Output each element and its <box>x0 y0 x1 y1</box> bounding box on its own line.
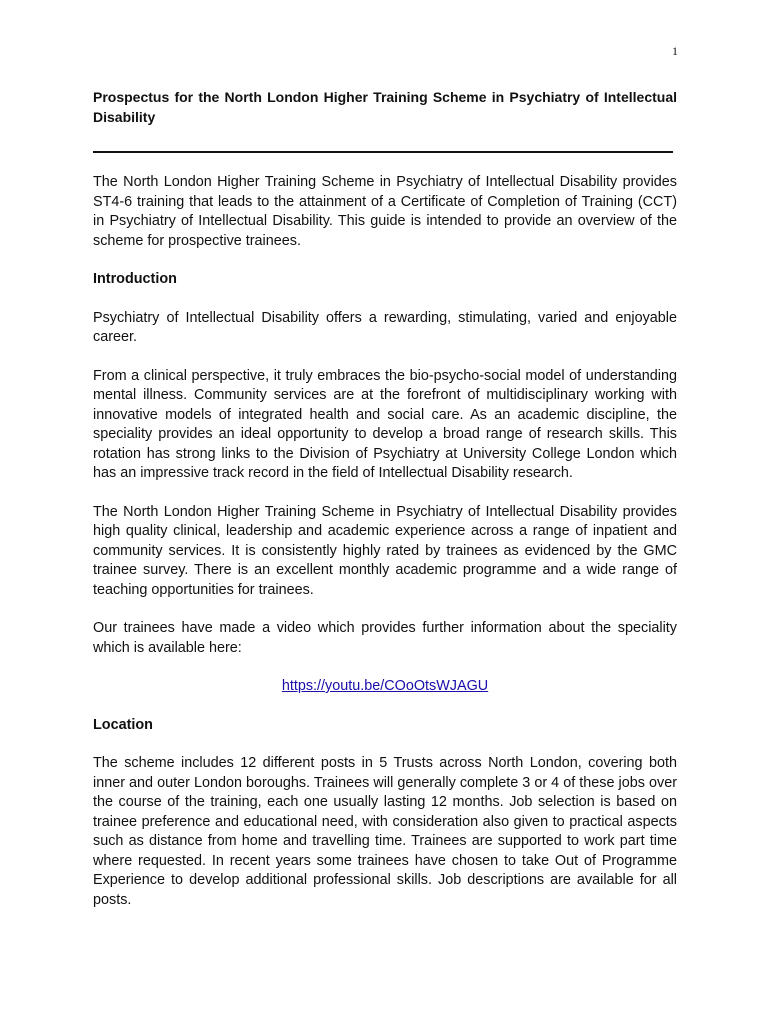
video-link-line <box>93 677 677 697</box>
paragraph: From a clinical perspective, it truly embraces the bio-psycho-social model of understanding mental illness. Community services are at the forefront of multidisciplinary working with innovative models of integrated health and social care. As an academic discipline, the speciality provides an ideal opportunity to develop a broad range of research skills. This rotation has strong links to the Division of Psychiatry at University College London which has an impressive track record in the field of Intellectual Disability research. <box>93 367 677 481</box>
page-number: 1 <box>672 44 678 58</box>
intro-paragraph: The North London Higher Training Scheme in Psychiatry of Intellectual Disability provides ST4-6 training that leads to the attainment of a Certificate of Completion of Training (CCT) in Psychiatry of Intellectual Disability. This guide is intended to provide an overview of the scheme for prospective trainees. <box>93 174 677 249</box>
paragraph: The scheme includes 12 different posts in 5 Trusts across North London, covering both inner and outer London boroughs. Trainees will generally complete 3 or 4 of these jobs over the course of the training, each one usually lasting 12 months. Job selection is based on trainee preference and educational need, with consideration also given to practical aspects such as distance from home and travelling time. Trainees are supported to work part time where requested. In recent years some trainees have chosen to take Out of Programme Experience to develop additional professional skills. Job descriptions are available for all posts. <box>93 755 677 908</box>
paragraph: Psychiatry of Intellectual Disability offers a rewarding, stimulating, varied and enjoyable career. <box>93 309 677 345</box>
document-title: Prospectus for the North London Higher Training Scheme in Psychiatry of Intellectual Disability <box>93 89 677 125</box>
paragraph: Our trainees have made a video which provides further information about the speciality which is available here: <box>93 620 677 656</box>
paragraph: The North London Higher Training Scheme in Psychiatry of Intellectual Disability provides high quality clinical, leadership and academic experience across a range of inpatient and community services. It is consistently highly rated by trainees as evidenced by the GMC trainee survey. There is an excellent monthly academic programme and a wide range of teaching opportunities for trainees. <box>93 503 677 598</box>
document-body <box>93 87 677 910</box>
video-link[interactable]: https://youtu.be/COoOtsWJAGU <box>281 678 489 694</box>
section-heading-location: Location <box>93 716 153 733</box>
section-heading-introduction: Introduction <box>93 271 177 287</box>
